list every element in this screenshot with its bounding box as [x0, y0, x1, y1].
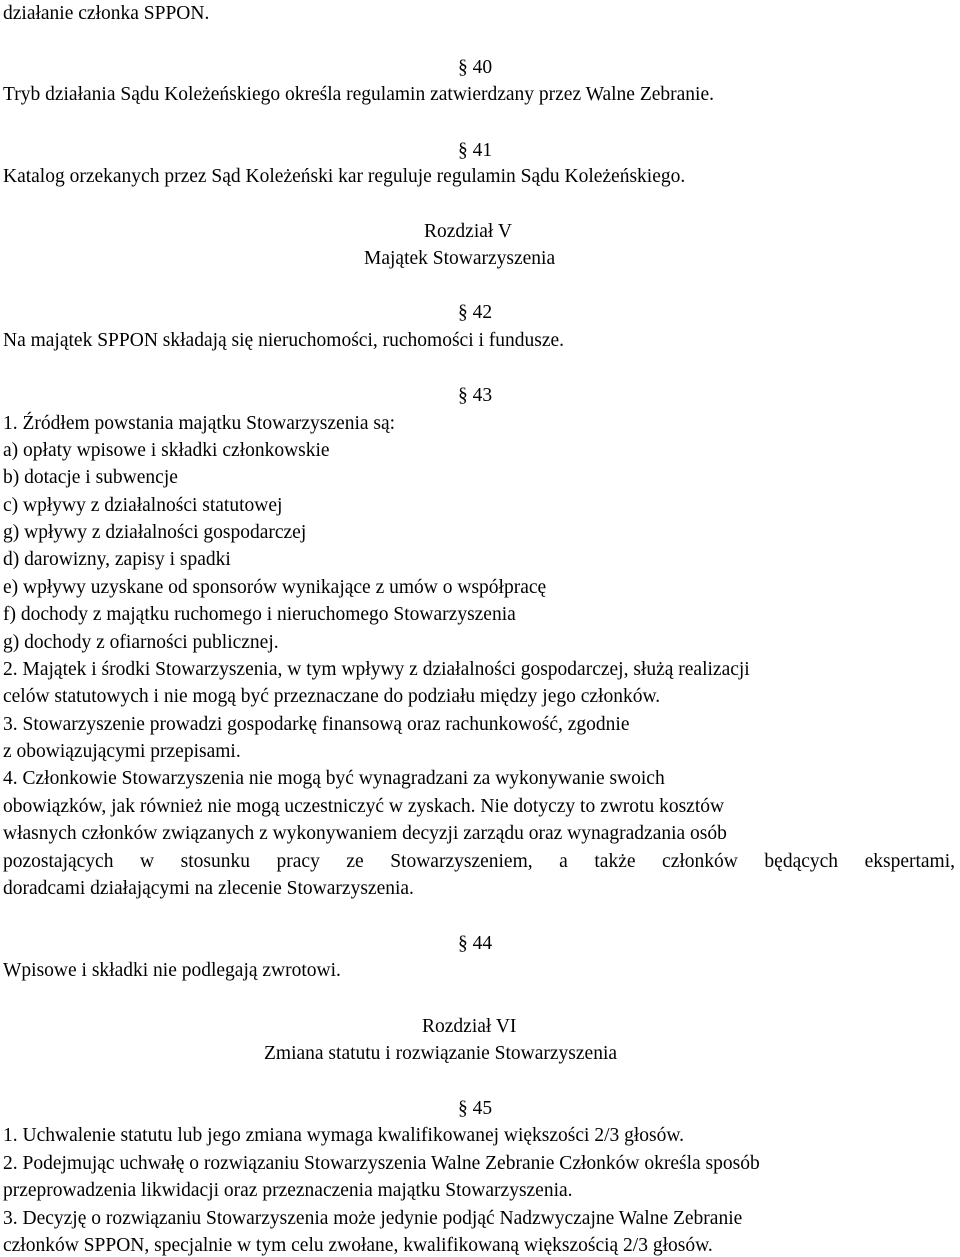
text-line: Tryb działania Sądu Koleżeńskiego określa regulamin zatwierdzany przez Walne Zebranie.: [3, 84, 714, 105]
text-line: Katalog orzekanych przez Sąd Koleżeński kar reguluje regulamin Sądu Koleżeńskiego.: [3, 166, 686, 187]
text-line: celów statutowych i nie mogą być przeznaczane do podziału między jego członków.: [3, 686, 661, 707]
list-item: c) wpływy z działalności statutowej: [3, 495, 283, 516]
list-item: a) opłaty wpisowe i składki członkowskie: [3, 440, 330, 461]
text-line: działanie członka SPPON.: [3, 3, 210, 24]
section-heading-43: § 43: [458, 385, 493, 406]
section-heading-42: § 42: [458, 302, 493, 323]
text-line: członków SPPON, specjalnie w tym celu zwołane, kwalifikowaną większością 2/3 głosów.: [3, 1235, 713, 1256]
text-line: 3. Stowarzyszenie prowadzi gospodarkę finansową oraz rachunkowość, zgodnie: [3, 714, 630, 735]
list-item: f) dochody z majątku ruchomego i nieruchomego Stowarzyszenia: [3, 604, 516, 625]
list-item: g) wpływy z działalności gospodarczej: [3, 522, 307, 543]
chapter-heading-v: Rozdział V: [424, 221, 512, 242]
text-line: z obowiązującymi przepisami.: [3, 741, 241, 762]
text-line: 3. Decyzję o rozwiązaniu Stowarzyszenia może jedynie podjąć Nadzwyczajne Walne Zebranie: [3, 1208, 743, 1229]
text-line: 1. Źródłem powstania majątku Stowarzyszenia są:: [3, 413, 396, 434]
list-item: e) wpływy uzyskane od sponsorów wynikające z umów o współpracę: [3, 577, 547, 598]
text-line: przeprowadzenia likwidacji oraz przeznaczenia majątku Stowarzyszenia.: [3, 1180, 573, 1201]
text-line: 2. Podejmując uchwałę o rozwiązaniu Stowarzyszenia Walne Zebranie Członków określa sposób: [3, 1153, 760, 1174]
text-line: 1. Uchwalenie statutu lub jego zmiana wymaga kwalifikowanej większości 2/3 głosów.: [3, 1125, 685, 1146]
section-heading-45: § 45: [458, 1098, 493, 1119]
section-heading-40: § 40: [458, 57, 493, 78]
list-item: d) darowizny, zapisy i spadki: [3, 549, 231, 570]
section-heading-44: § 44: [458, 933, 493, 954]
text-line: Wpisowe i składki nie podlegają zwrotowi.: [3, 960, 341, 981]
chapter-title-vi: Zmiana statutu i rozwiązanie Stowarzyszenia: [264, 1043, 618, 1064]
list-item: b) dotacje i subwencje: [3, 467, 178, 488]
text-line: obowiązków, jak również nie mogą uczestniczyć w zyskach. Nie dotyczy to zwrotu kosztów: [3, 796, 725, 817]
section-heading-41: § 41: [458, 140, 493, 161]
text-line: pozostających w stosunku pracy ze Stowarzyszeniem, a także członków będących ekspertami,: [3, 851, 955, 872]
list-item: g) dochody z ofiarności publicznej.: [3, 632, 279, 653]
chapter-heading-vi: Rozdział VI: [422, 1016, 517, 1037]
text-line: 2. Majątek i środki Stowarzyszenia, w tym wpływy z działalności gospodarczej, służą realizacji: [3, 659, 750, 680]
text-line: Na majątek SPPON składają się nieruchomości, ruchomości i fundusze.: [3, 330, 565, 351]
chapter-title-v: Majątek Stowarzyszenia: [364, 248, 556, 269]
text-line: doradcami działającymi na zlecenie Stowarzyszenia.: [3, 878, 414, 899]
text-line: 4. Członkowie Stowarzyszenia nie mogą być wynagradzani za wykonywanie swoich: [3, 768, 665, 789]
text-line: własnych członków związanych z wykonywaniem decyzji zarządu oraz wynagradzania osób: [3, 823, 727, 844]
